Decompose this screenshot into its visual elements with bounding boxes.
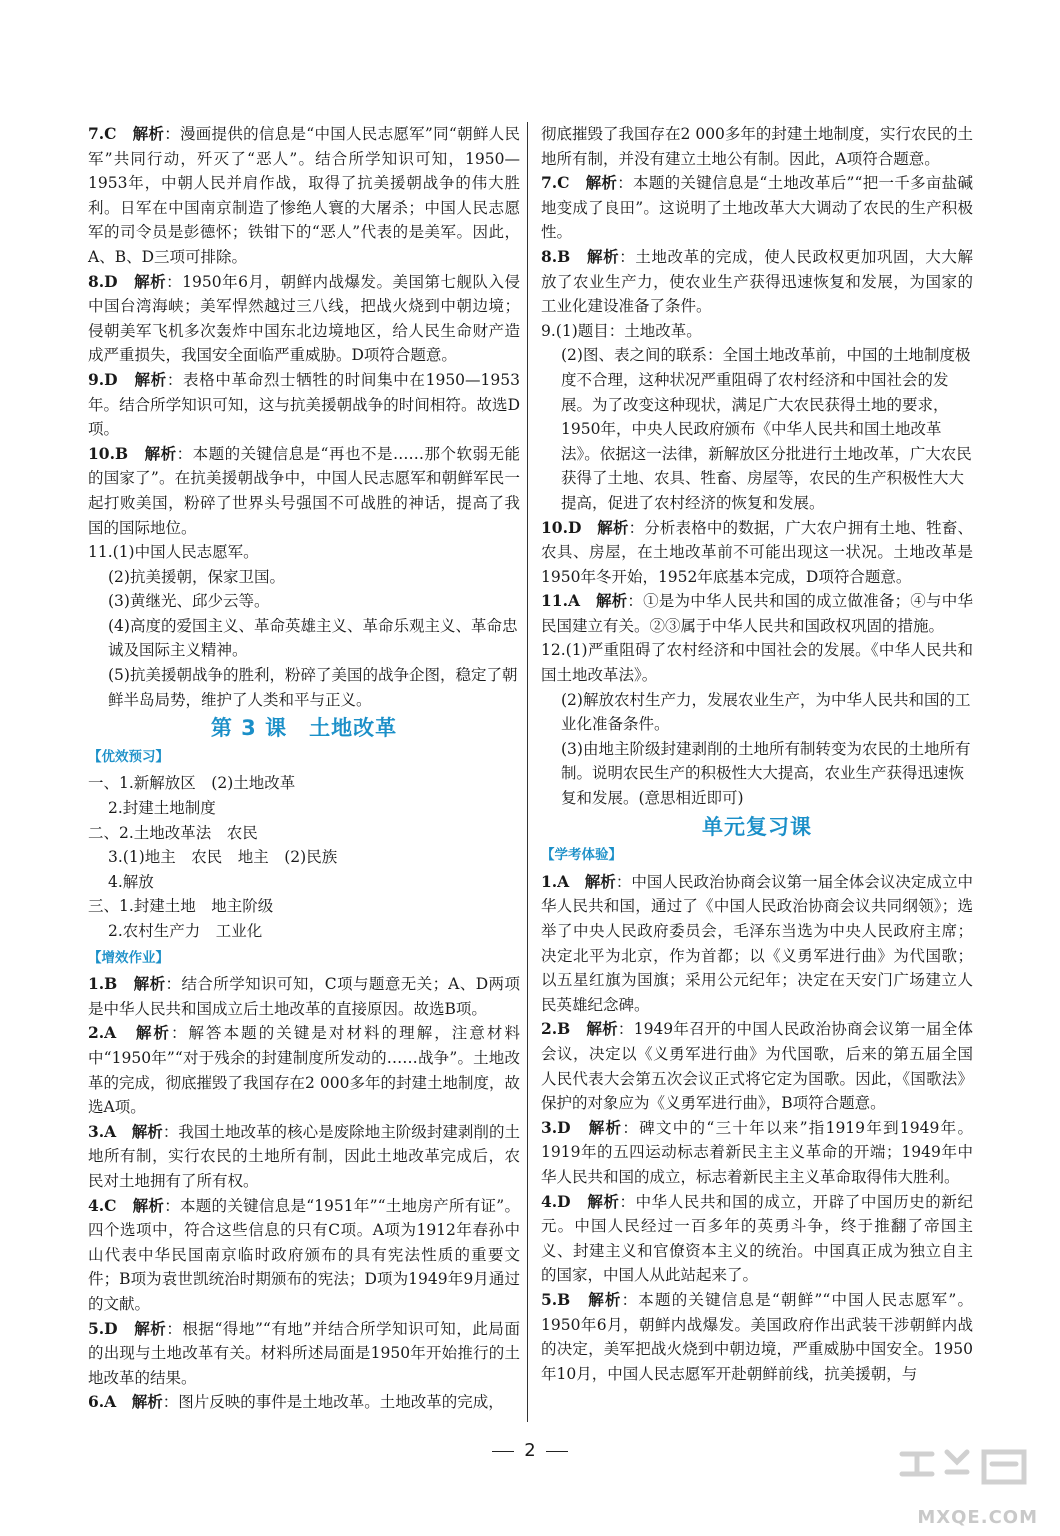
answer-number: 4.C [88,1195,117,1215]
analysis-label: 解析 [587,246,620,266]
answer-text: ：土地改革的完成，使人民政权更加巩固，大大解放了农业生产力，使农业生产获得迅速恢复和发展，为国家的工业化建设准备了条件。 [541,247,973,316]
answer-subitem: (3)由地主阶级封建剥削的土地所有制转变为农民的土地所有制。说明农民生产的积极性大大提高，农业生产获得迅速恢复和发展。(意思相近即可) [561,739,971,808]
answer-subitem: (2)图、表之间的联系：全国土地改革前，中国的土地制度极度不合理，这种状况严重阻碍了农村经济和中国社会的发展。为了改变这种现状，满足广大农民获得土地的要求，1950年，中央人民政府颁布《中华人民共和国土地改革法》。依据这一法律，新解放区分批进行土地改革，广大农民获得了土地、农具、牲畜、房屋等，农民的生产积极性大大提高，促进了农村经济的恢复和发展。 [561,346,972,512]
answer-continuation: 彻底摧毁了我国存在2 000多年的封建土地制度，实行农民的土地所有制，并没有建立土地公有制。因此，A项符合题意。 [541,125,973,168]
answer-text: ：漫画提供的信息是“中国人民志愿军”同“朝鲜人民军”共同行动，歼灭了“恶人”。结合所学知识可知，1950—1953年，中朝人民并肩作战，取得了抗美援朝战争的伟大胜利。日军在中国南京制造了惨绝人寰的大屠杀；中国人民志愿军的司令员是彭德怀；铁钳下的“恶人”代表的是美军。因此，A、B、D三项可排除。 [88,125,520,266]
answer-item [541,1190,973,1288]
answer-subitem: (3)黄继光、邱少云等。 [108,592,270,611]
analysis-label: 解析 [134,271,167,291]
analysis-label: 解析 [585,173,618,193]
analysis-label: 解析 [586,1019,618,1039]
answer-number: 7.C [541,173,570,193]
answer-number: 5.B [541,1289,571,1309]
answer-text: ：本题的关键信息是“1951年”“土地房产所有证”。四个选项中，符合这些信息的只有C项。A项为1912年春孙中山代表中华民国南京临时政府颁布的具有宪法性质的重要文件；B项为袁世凯统治时期颁布的宪法；D项为1949年9月通过的文献。 [88,1196,520,1313]
column-divider [527,122,528,1422]
page-number-text: 2 [524,1440,536,1461]
answer-number: 2.A [88,1023,117,1043]
answer-number: 1.A [541,871,570,891]
answer-text: ：①是为中华人民共和国的成立做准备；④与中华民国建立有关。②③属于中华人民共和国政权巩固的措施。 [541,592,973,635]
answer-item [541,171,973,245]
answer-number: 10.D [541,517,582,537]
answer-item [541,245,973,319]
preview-line: 三、1.封建土地 地主阶级 [88,897,274,916]
answer-item [88,270,520,368]
analysis-label: 解析 [132,124,165,143]
preview-line: 2.封建土地制度 [108,799,216,818]
analysis-label: 解析 [597,517,629,537]
answer-text: ：根据“得地”“有地”并结合所学知识可知，此局面的出现与土地改革有关。材料所述局面是1950年开始推行的土地改革的结果。 [88,1319,520,1387]
analysis-label: 解析 [131,1121,163,1141]
answer-item [541,870,973,1018]
answer-number: 10.B [88,443,129,463]
answer-text: ：本题的关键信息是“再也不是……那个软弱无能的国家了”。在抗美援朝战争中，中国人民志愿军和朝鲜军民一起打败美国，粉碎了世界头号强国不可战胜的神话，提高了我国的国际地位。 [88,444,520,537]
answer-item [88,1021,520,1119]
analysis-label: 解析 [587,1191,620,1211]
section-label-homework: 【增效作业】 [88,949,169,966]
left-column [88,122,520,1415]
answer-text: ：1949年召开的中国人民政治协商会议第一届全体会议，决定以《义勇军进行曲》为代国歌，后来的第五届全国人民代表大会第五次会议正式将它定为国歌。因此，《国歌法》保护的对象应为《义勇军进行曲》，B项符合题意。 [541,1020,973,1113]
analysis-label: 解析 [588,1289,622,1309]
answer-item: 12.(1)严重阻碍了农村经济和中国社会的发展。《中华人民共和国土地改革法》。 [541,641,973,685]
answer-number: 2.B [541,1019,571,1039]
answer-item [541,516,973,590]
answer-text: ：分析表格中的数据，广大农户拥有土地、牲畜、农具、房屋，在土地改革前不可能出现这一状况。土地改革是1950年冬开始，1952年底基本完成，D项符合题意。 [541,518,973,586]
answer-number: 5.D [88,1318,118,1338]
answer-subitem: (2)抗美援朝，保家卫国。 [108,567,285,586]
answer-text: ：解答本题的关键是对材料的理解，注意材料中“1950年”“对于残余的封建制度所发动的……战争”。土地改革的完成，彻底摧毁了我国存在2 000多年的封建土地制度，故选A项。 [88,1024,520,1117]
preview-line: 3.(1)地主 农民 地主 (2)民族 [108,848,338,867]
answer-item [88,1390,520,1415]
answer-text: ：我国土地改革的核心是废除地主阶级封建剥削的土地所有制，实行农民的土地所有制，因此土地改革完成后，农民对土地拥有了所有权。 [88,1122,520,1190]
answer-item [541,1017,973,1115]
answer-item [541,1288,973,1386]
answer-number: 3.D [541,1117,571,1137]
answer-subitem: (4)高度的爱国主义、革命英雄主义、革命乐观主义、革命忠诚及国际主义精神。 [108,616,518,660]
answer-item [88,442,520,540]
answer-text: ：中华人民共和国的成立，开辟了中国历史的新纪元。中国人民经过一百多年的英勇斗争，终于推翻了帝国主义、封建主义和官僚资本主义的统治。中国真正成为独立自主的国家，中国人从此站起来了。 [541,1192,973,1285]
answer-number: 7.C [88,124,117,143]
answer-item: 9.(1)题目：土地改革。 [541,321,702,340]
analysis-label: 解析 [132,1195,165,1215]
answer-subitem: (2)解放农村生产力，发展农业生产，为中华人民共和国的工业化准备条件。 [561,690,971,734]
analysis-label: 解析 [135,1023,171,1043]
analysis-label: 解析 [588,1117,623,1137]
answer-text: ：结合所学知识可知，C项与题意无关；A、D两项是中华人民共和国成立后土地改革的直接原因。故选B项。 [88,975,520,1018]
watermark-text: MXQE.COM [917,1507,1038,1528]
unit-review-title: 单元复习课 [702,814,812,839]
preview-line: 2.农村生产力 工业化 [108,922,263,940]
answer-number: 11.A [541,591,580,611]
page-number-dash-left [492,1451,514,1452]
answer-text: ：表格中革命烈士牺牲的时间集中在1950—1953年。结合所学知识可知，这与抗美援朝战争的时间相符。故选D项。 [88,370,520,439]
answer-item: 11.(1)中国人民志愿军。 [88,543,259,562]
right-column [541,122,973,1386]
analysis-label: 解析 [134,1318,167,1338]
answer-item [88,972,520,1021]
analysis-label: 解析 [584,871,616,891]
lesson-title: 第 3 课 土地改革 [210,716,398,741]
answer-subitem: (5)抗美援朝战争的胜利，粉碎了美国的战争企图，稳定了朝鲜半岛局势，维护了人类和平与正义。 [108,666,518,709]
answer-item [541,1116,973,1190]
section-label-preview: 【优效预习】 [88,748,169,765]
answer-text: ：1950年6月，朝鲜内战爆发。美国第七舰队入侵中国台湾海峡；美军悍然越过三八线，把战火烧到中朝边境；侵朝美军飞机多次轰炸中国东北边境地区，给人民生命财产造成严重损失，我国安全面临严重威胁。D项符合题意。 [88,272,520,365]
answer-item [88,1120,520,1194]
answer-number: 8.B [541,246,571,266]
answer-number: 8.D [88,271,118,291]
answer-number: 6.A [88,1392,117,1412]
preview-line: 二、2.土地改革法 农民 [88,823,258,842]
answer-item [88,122,520,270]
answer-item [541,589,973,638]
answer-number: 3.A [88,1121,117,1141]
analysis-label: 解析 [144,443,177,463]
analysis-label: 解析 [133,974,166,994]
answer-item [88,368,520,442]
analysis-label: 解析 [134,369,167,389]
answer-number: 9.D [88,369,118,389]
answer-item [88,1194,520,1317]
section-label-exam: 【学考体验】 [541,847,622,864]
answer-number: 4.D [541,1191,571,1211]
answer-text: ：碑文中的“三十年以来”指1919年到1949年。1919年的五四运动标志着新民主主义革命的开端；1949年中华人民共和国的成立，标志着新民主主义革命取得伟大胜利。 [541,1118,973,1186]
answer-text: ：中国人民政治协商会议第一届全体会议决定成立中华人民共和国，通过了《中国人民政治协商会议共同纲领》；选举了中央人民政府委员会，毛泽东当选为中央人民政府主席；决定北平为北京，作为首都；以《义勇军进行曲》为代国歌；以五星红旗为国旗；采用公元纪年；决定在天安门广场建立人民英雄纪念碑。 [541,872,973,1014]
answer-text: ：图片反映的事件是土地改革。土地改革的完成， [162,1393,504,1412]
answer-number: 1.B [88,974,118,994]
page-number-dash-right [546,1451,568,1452]
analysis-label: 解析 [131,1392,163,1412]
preview-line: 一、1.新解放区 (2)土地改革 [88,774,296,793]
analysis-label: 解析 [595,591,628,611]
answer-item [88,1317,520,1391]
answer-text: ：本题的关键信息是“朝鲜”“中国人民志愿军”。1950年6月，朝鲜内战爆发。美国政府作出武装干涉朝鲜内战的决定，美军把战火烧到中朝边境，严重威胁中国安全。1950年10月，中国人民志愿军开赴朝鲜前线，抗美援朝，与 [541,1290,973,1383]
preview-line: 4.解放 [108,872,154,891]
answer-text: ：本题的关键信息是“土地改革后”“把一千多亩盐碱地变成了良田”。这说明了土地改革大大调动了农民的生产积极性。 [541,174,973,242]
